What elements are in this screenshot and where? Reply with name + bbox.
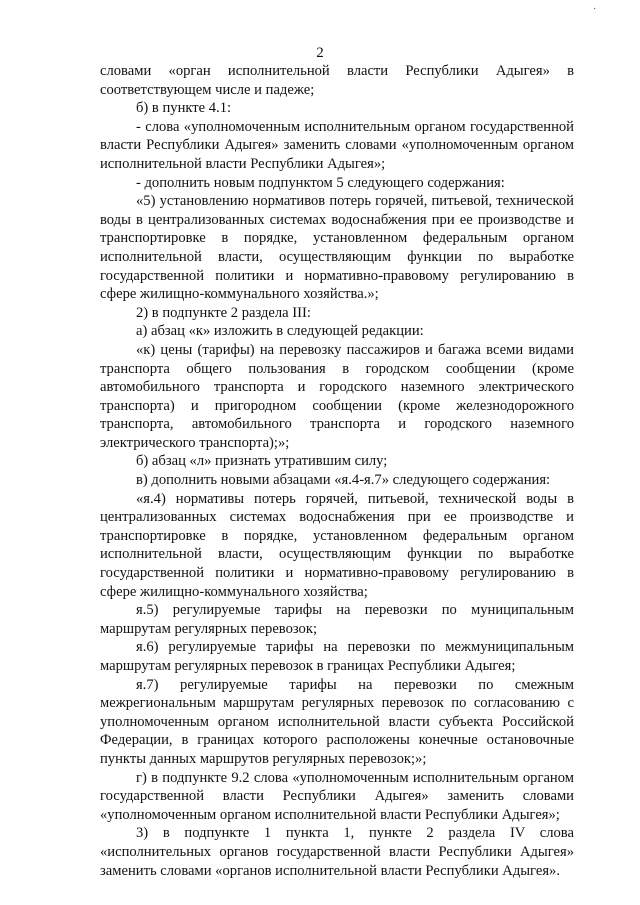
paragraph: б) абзац «л» признать утратившим силу;: [136, 453, 388, 470]
paragraph: б) в пункте 4.1:: [136, 100, 232, 117]
paragraph: г) в подпункте 9.2 слова «уполномоченным исполнительным органом государственной власти Республики Адыгея» заменить словами «уполномоченным органом исполнительной власти Республики Адыгея»;: [100, 769, 574, 823]
paragraph: а) абзац «к» изложить в следующей редакции:: [136, 323, 424, 340]
paragraph: «я.4) нормативы потерь горячей, питьевой, технической воды в централизованных системах водоснабжения при ее производстве и транспортировке в порядке, установленном федеральным органом исполнительной власти, осуществляющим функции по выработке государственной политики и нормативно-правовому регулированию в сфере жилищно-коммунального хозяйства;: [100, 490, 574, 600]
paragraph: я.6) регулируемые тарифы на перевозки по межмуниципальным маршрутам регулярных перевозок в границах Республики Адыгея;: [100, 639, 574, 674]
page-number: 2: [316, 45, 324, 61]
paragraph: 3) в подпункте 1 пункта 1, пункте 2 раздела IV слова «исполнительных органов государственной власти Республики Адыгея» заменить словами «органов исполнительной власти Республики Адыгея».: [100, 825, 574, 879]
paragraph: словами «орган исполнительной власти Республики Адыгея» в соответствующем числе и падеже;: [100, 63, 574, 98]
scan-mark: ·: [593, 4, 597, 15]
paragraph: 2) в подпункте 2 раздела III:: [136, 304, 311, 321]
paragraph: - слова «уполномоченным исполнительным органом государственной власти Республики Адыгея» заменить словами «уполномоченным органом исполнительной власти Республики Адыгея»;: [100, 118, 574, 172]
paragraph: «5) установлению нормативов потерь горячей, питьевой, технической воды в централизованных системах водоснабжения при ее производстве и транспортировке в порядке, установленном федеральным органом исполнительной власти, осуществляющим функции по выработке государственной политики и нормативно-правовому регулированию в сфере жилищно-коммунального хозяйства.»;: [100, 193, 574, 303]
paragraph: - дополнить новым подпунктом 5 следующего содержания:: [136, 174, 505, 191]
paragraph: в) дополнить новыми абзацами «я.4-я.7» следующего содержания:: [136, 472, 551, 489]
paragraph: я.5) регулируемые тарифы на перевозки по муниципальным маршрутам регулярных перевозок;: [100, 602, 574, 637]
document-body: [100, 62, 574, 880]
paragraph: я.7) регулируемые тарифы на перевозки по смежным межрегиональным маршрутам регулярных перевозок по согласованию с уполномоченным органом исполнительной власти субъекта Российской Федерации, в границах которого расположены конечные остановочные пункты данных маршрутов регулярных перевозок;»;: [100, 676, 574, 767]
paragraph: «к) цены (тарифы) на перевозку пассажиров и багажа всеми видами транспорта общего пользования в городском сообщении (кроме автомобильного транспорта и городского наземного электрического транспорта) и пригородном сообщении (кроме железнодорожного транспорта, автомобильного транспорта и городского наземного электрического транспорта);»;: [100, 341, 574, 451]
